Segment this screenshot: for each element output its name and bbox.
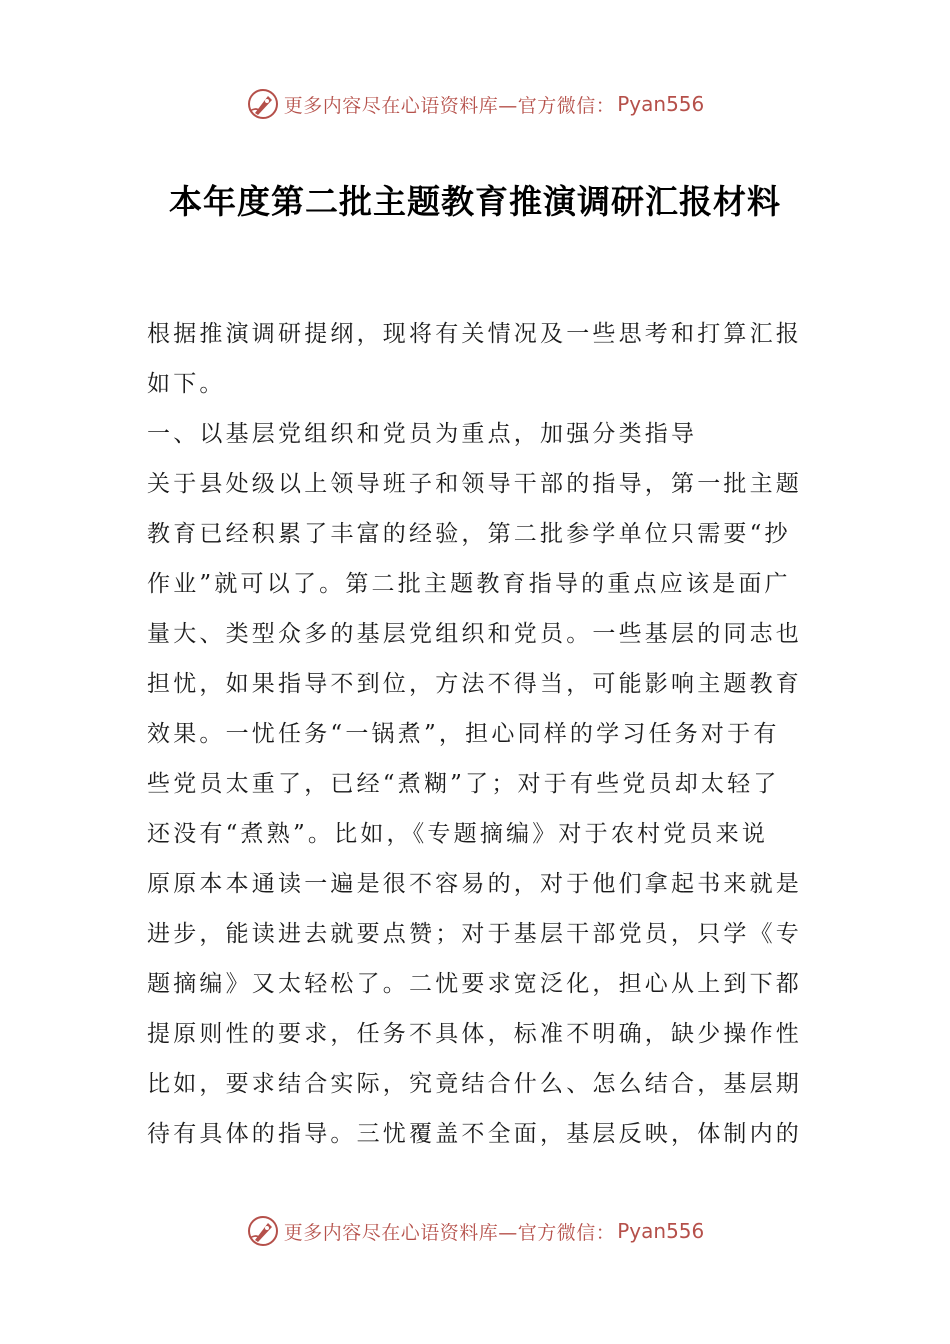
body-line: 进步，能读进去就要点赞；对于基层干部党员，只学《专 <box>147 921 802 947</box>
banner-wechat-id: Pyan556 <box>617 1219 705 1243</box>
body-line: 还没有“煮熟”。比如，《专题摘编》对于农村党员来说 <box>147 821 769 847</box>
document-body <box>147 309 805 1159</box>
body-line: 原原本本通读一遍是很不容易的，对于他们拿起书来就是 <box>147 871 802 897</box>
intro-line: 根据推演调研提纲，现将有关情况及一些思考和打算汇报 <box>147 321 802 347</box>
body-line: 待有具体的指导。三忧覆盖不全面，基层反映，体制内的 <box>147 1121 802 1147</box>
body-line: 比如，要求结合实际，究竟结合什么、怎么结合，基层期 <box>147 1071 802 1097</box>
body-line: 提原则性的要求，任务不具体，标准不明确，缺少操作性 <box>147 1021 802 1047</box>
body-line: 作业”就可以了。第二批主题教育指导的重点应该是面广 <box>147 571 791 597</box>
body-line: 教育已经积累了丰富的经验，第二批参学单位只需要“抄 <box>147 521 791 547</box>
footer-watermark-banner <box>0 1211 950 1251</box>
body-line: 些党员太重了，已经“煮糊”了；对于有些党员却太轻了 <box>147 771 780 797</box>
intro-line: 如下。 <box>147 371 226 397</box>
body-line: 效果。一忧任务“一锅煮”，担心同样的学习任务对于有 <box>147 721 780 747</box>
header-watermark-banner <box>0 84 950 124</box>
banner-wechat-id: Pyan556 <box>617 92 705 116</box>
page-title: 本年度第二批主题教育推演调研汇报材料 <box>169 182 781 221</box>
body-line: 关于县处级以上领导班子和领导干部的指导，第一批主题 <box>147 471 802 497</box>
banner-text: 更多内容尽在心语资料库—官方微信： <box>283 1221 616 1244</box>
pen-nib-logo-icon <box>246 1214 280 1248</box>
body-line: 量大、类型众多的基层党组织和党员。一些基层的同志也 <box>147 621 802 647</box>
banner-text: 更多内容尽在心语资料库—官方微信： <box>283 94 616 117</box>
body-line: 担忧，如果指导不到位，方法不得当，可能影响主题教育 <box>147 671 802 697</box>
pen-nib-logo-icon <box>246 87 280 121</box>
section-heading: 一、以基层党组织和党员为重点，加强分类指导 <box>147 421 698 447</box>
body-line: 题摘编》又太轻松了。二忧要求宽泛化，担心从上到下都 <box>147 971 802 997</box>
